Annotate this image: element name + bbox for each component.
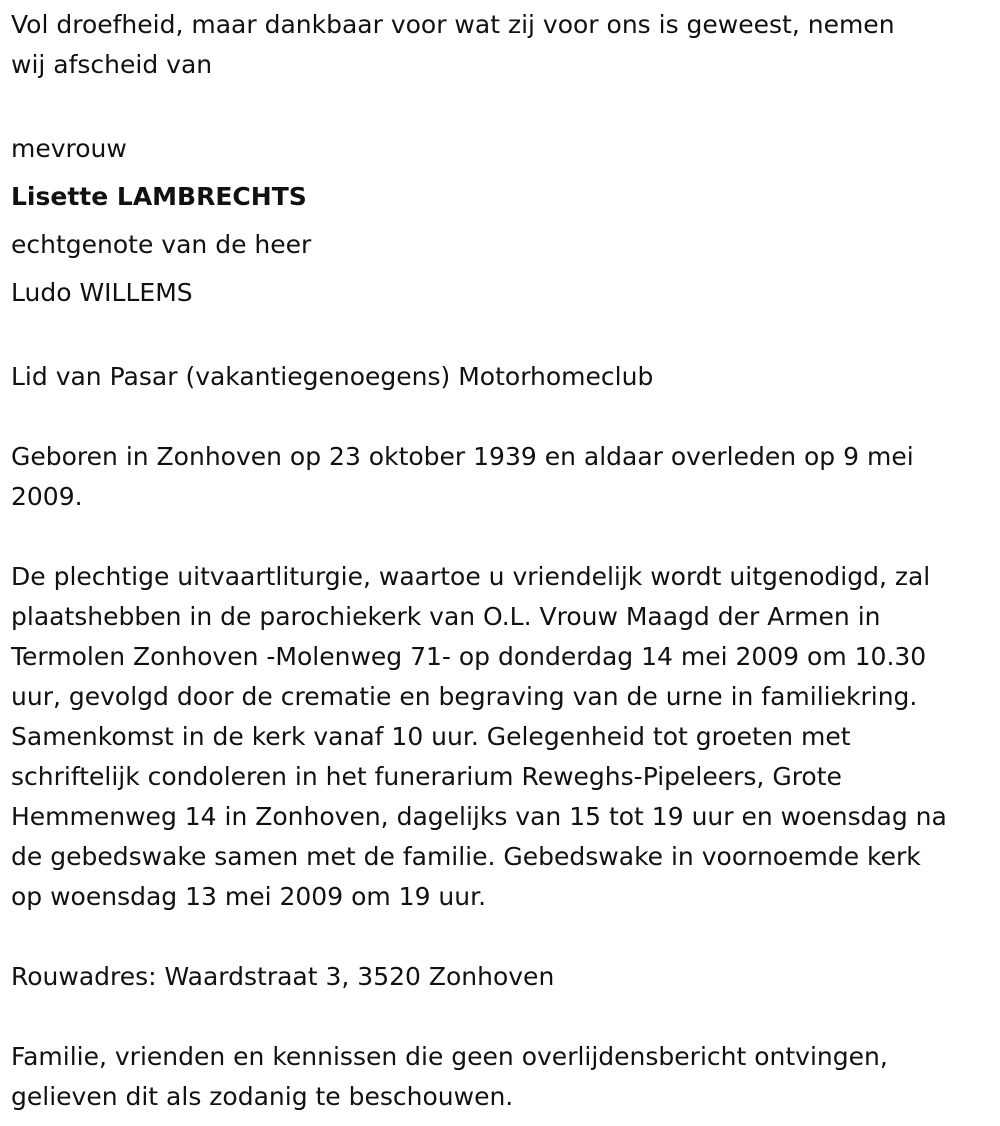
funeral-line: plaatshebben in de parochiekerk van O.L. Vrouw Maagd der Armen in <box>11 602 881 631</box>
funeral-line: Termolen Zonhoven -Molenweg 71- op donderdag 14 mei 2009 om 10.30 <box>11 642 927 671</box>
mourning-address: Rouwadres: Waardstraat 3, 3520 Zonhoven <box>11 962 555 991</box>
funeral-line: De plechtige uitvaartliturgie, waartoe u vriendelijk wordt uitgenodigd, zal <box>11 562 931 591</box>
funeral-line: schriftelijk condoleren in het funerarium Reweghs-Pipeleers, Grote <box>11 762 842 791</box>
spouse-name: Ludo WILLEMS <box>11 278 193 307</box>
deceased-name: Lisette LAMBRECHTS <box>11 182 307 211</box>
funeral-paragraph <box>11 557 993 917</box>
funeral-line: Hemmenweg 14 in Zonhoven, dagelijks van 15 tot 19 uur en woensdag na <box>11 802 947 831</box>
birth-death-line: Geboren in Zonhoven op 23 oktober 1939 en aldaar overleden op 9 mei <box>11 442 914 471</box>
birth-death-paragraph <box>11 437 993 517</box>
funeral-line: uur, gevolgd door de crematie en begraving van de urne in familiekring. <box>11 682 918 711</box>
intro-line: wij afscheid van <box>11 50 213 79</box>
intro-paragraph <box>11 5 993 85</box>
closing-line: Familie, vrienden en kennissen die geen overlijdensbericht ontvingen, <box>11 1042 888 1071</box>
funeral-line: Samenkomst in de kerk vanaf 10 uur. Gelegenheid tot groeten met <box>11 722 851 751</box>
funeral-line: op woensdag 13 mei 2009 om 19 uur. <box>11 882 487 911</box>
spouse-relation: echtgenote van de heer <box>11 230 312 259</box>
obituary-notice <box>11 5 993 1117</box>
membership-paragraph <box>11 357 993 397</box>
birth-death-line: 2009. <box>11 482 83 511</box>
closing-line: gelieven dit als zodanig te beschouwen. <box>11 1082 514 1111</box>
membership-line: Lid van Pasar (vakantiegenoegens) Motorhomeclub <box>11 362 654 391</box>
intro-line: Vol droefheid, maar dankbaar voor wat zij voor ons is geweest, nemen <box>11 10 895 39</box>
closing-paragraph <box>11 1037 993 1117</box>
address-paragraph <box>11 957 993 997</box>
funeral-line: de gebedswake samen met de familie. Gebedswake in voornoemde kerk <box>11 842 921 871</box>
title-prefix: mevrouw <box>11 134 127 163</box>
deceased-block <box>11 125 993 317</box>
